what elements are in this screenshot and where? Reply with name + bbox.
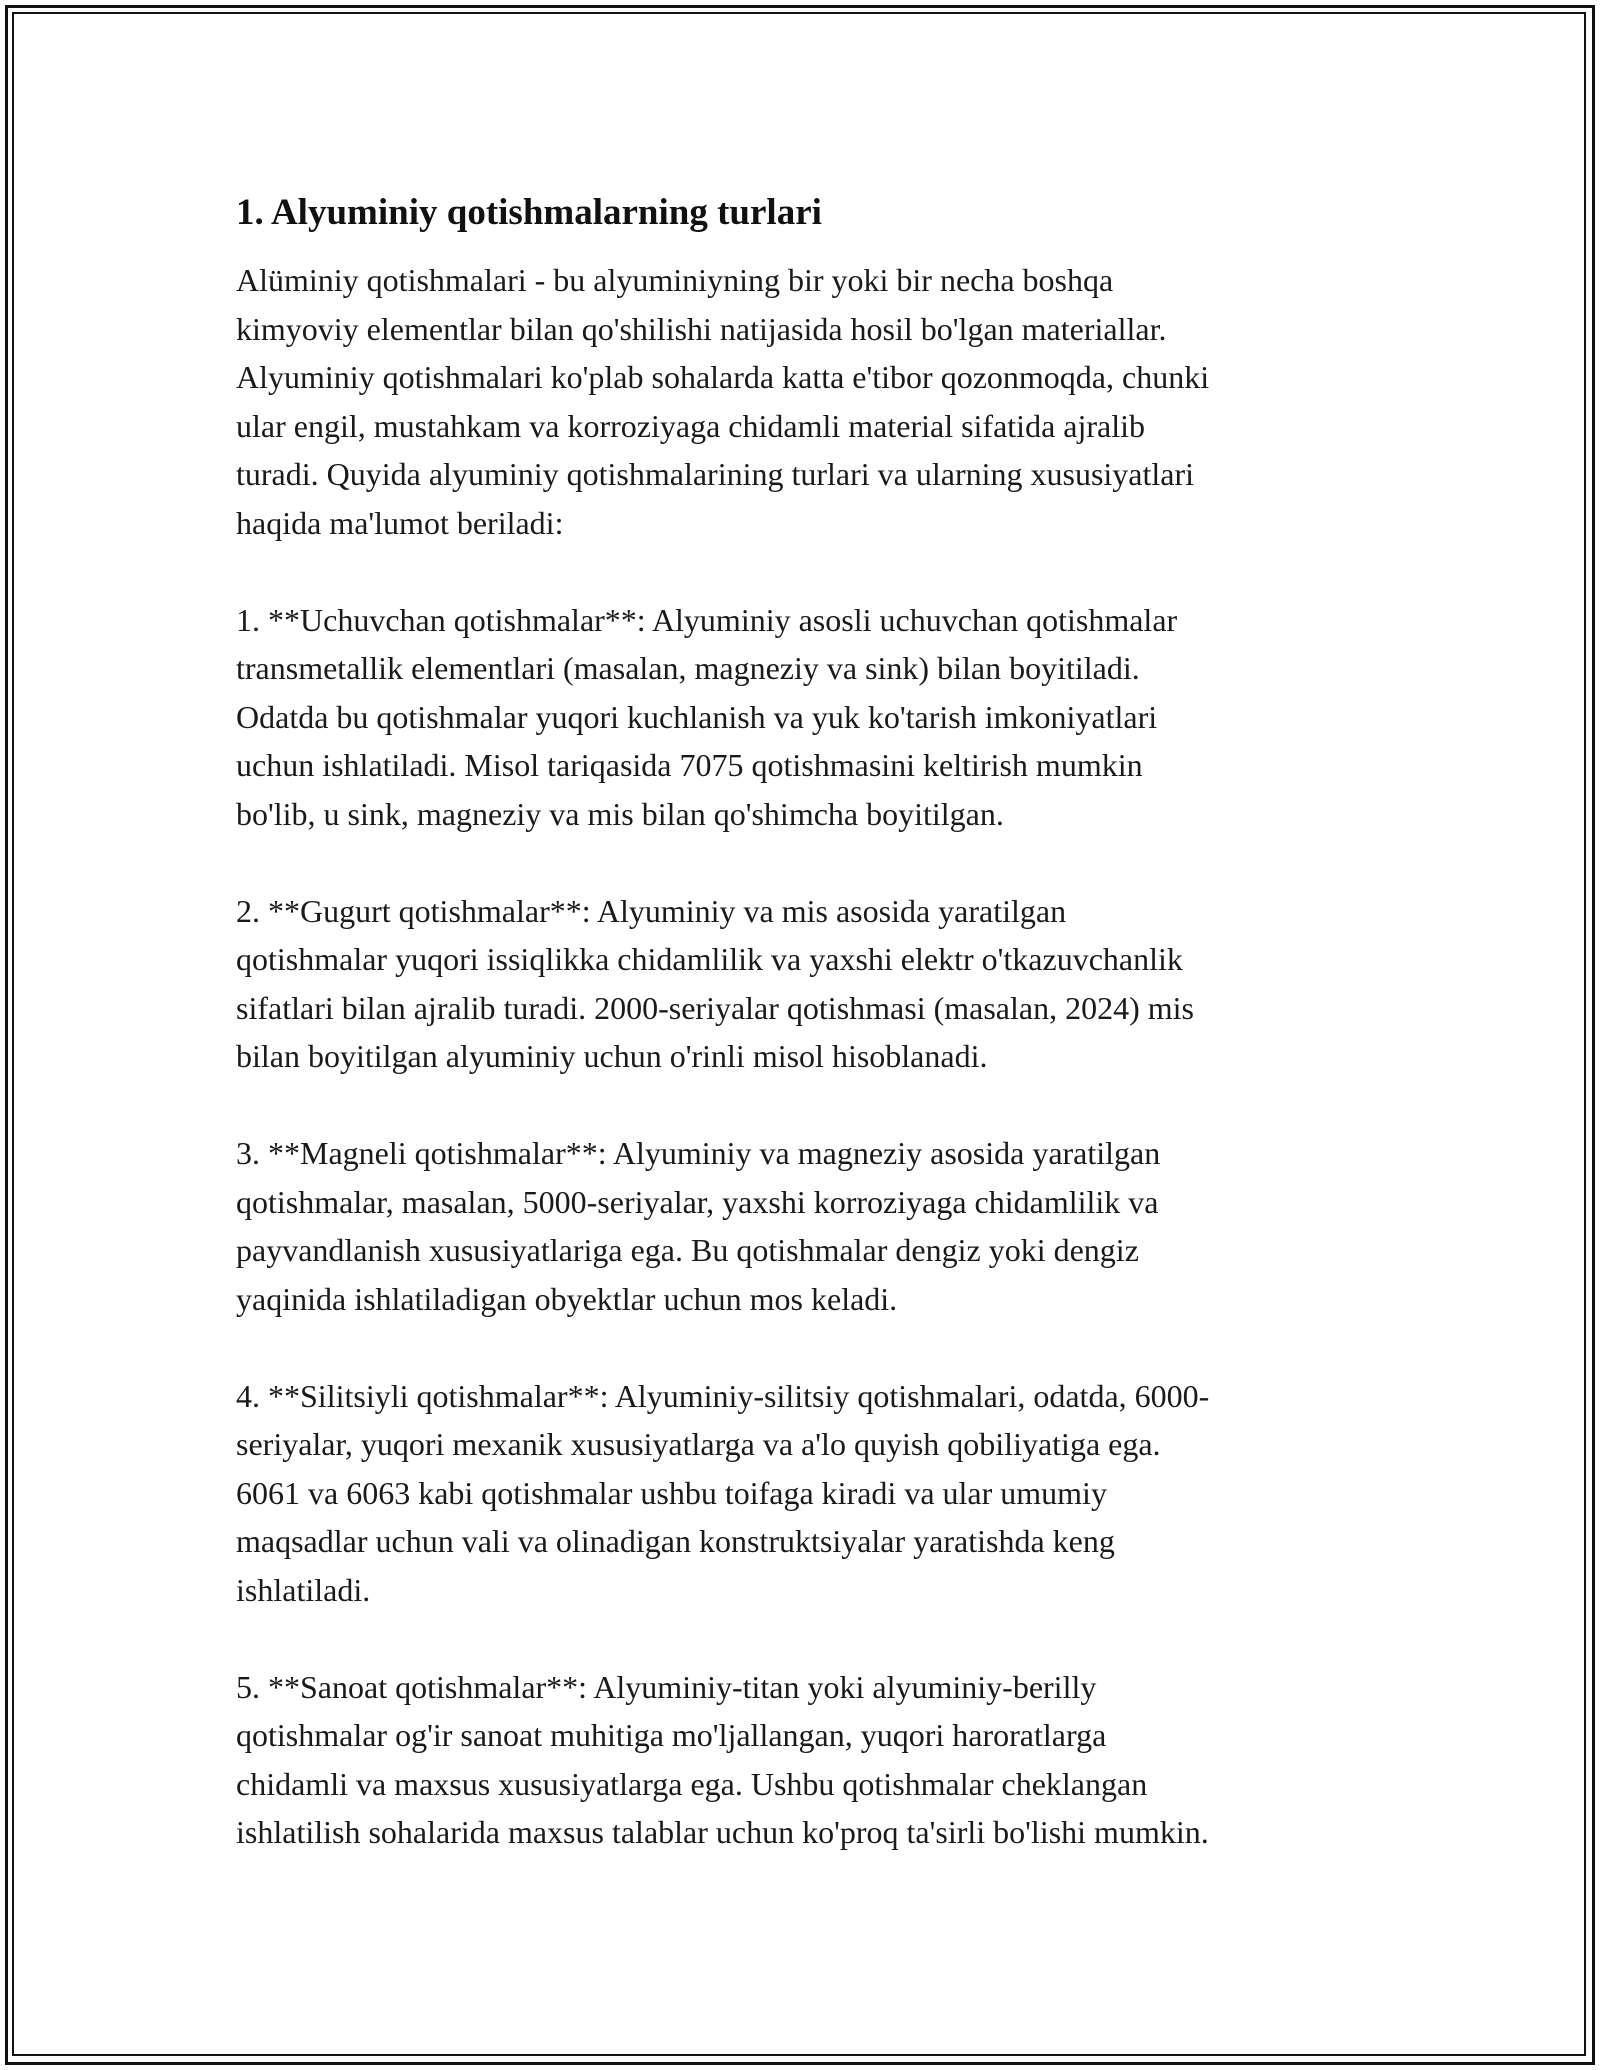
intro-paragraph: Alüminiy qotishmalari - bu alyuminiyning bir yoki bir necha boshqa kimyoviy elementlar bilan qo'shilishi natijasida hosil bo'lgan materiallar. Alyuminiy qotishmalari ko'plab sohalarda katta e'tibor qozonmoqda, chunki ular engil, mustahkam va korroziyaga chidamli material sifatida ajralib turadi. Quyida alyuminiy qotishmalarining turlari va ularning xususiyatlari haqida ma'lumot beriladi: xyxy=(236,262,1210,541)
section-heading: 1. Alyuminiy qotishmalarning turlari xyxy=(236,192,822,233)
list-item-silitsiyli: 4. **Silitsiyli qotishmalar**: Alyuminiy-silitsiy qotishmalari, odatda, 6000- seriyalar, yuqori mexanik xususiyatlarga va a'lo quyish qobiliyatiga ega. 6061 va 6063 kabi qotishmalar ushbu toifaga kiradi va ular umumiy maqsadlar uchun vali va olinadigan konstruktsiyalar yaratishda keng ishlatiladi. xyxy=(236,1377,1210,1608)
list-item-sanoat: 5. **Sanoat qotishmalar**: Alyuminiy-titan yoki alyuminiy-berilly qotishmalar og'ir sanoat muhitiga mo'ljallangan, yuqori haroratlarga chidamli va maxsus xususiyatlarga ega. Ushbu qotishmalar cheklangan ishlatilish sohalarida maxsus talablar uchun ko'proq ta'sirli bo'lishi mumkin. xyxy=(236,1668,1209,1850)
list-item-uchuvchan: 1. **Uchuvchan qotishmalar**: Alyuminiy asosli uchuvchan qotishmalar transmetallik elementlari (masalan, magneziy va sink) bilan boyitiladi. Odatda bu qotishmalar yuqori kuchlanish va yuk ko'tarish imkoniyatlari uchun ishlatiladi. Misol tariqasida 7075 qotishmasini keltirish mumkin bo'lib, u sink, magneziy va mis bilan qo'shimcha boyitilgan. xyxy=(236,601,1178,832)
document-body xyxy=(236,188,1376,1905)
list-item-gugurt: 2. **Gugurt qotishmalar**: Alyuminiy va mis asosida yaratilgan qotishmalar yuqori issiqlikka chidamlilik va yaxshi elektr o'tkazuvchanlik sifatlari bilan ajralib turadi. 2000-seriyalar qotishmasi (masalan, 2024) mis bilan boyitilgan alyuminiy uchun o'rinli misol hisoblanadi. xyxy=(236,892,1194,1074)
list-item-magneli: 3. **Magneli qotishmalar**: Alyuminiy va magneziy asosida yaratilgan qotishmalar, masalan, 5000-seriyalar, yaxshi korroziyaga chidamlilik va payvandlanish xususiyatlariga ega. Bu qotishmalar dengiz yoki dengiz yaqinida ishlatiladigan obyektlar uchun mos keladi. xyxy=(236,1135,1161,1317)
